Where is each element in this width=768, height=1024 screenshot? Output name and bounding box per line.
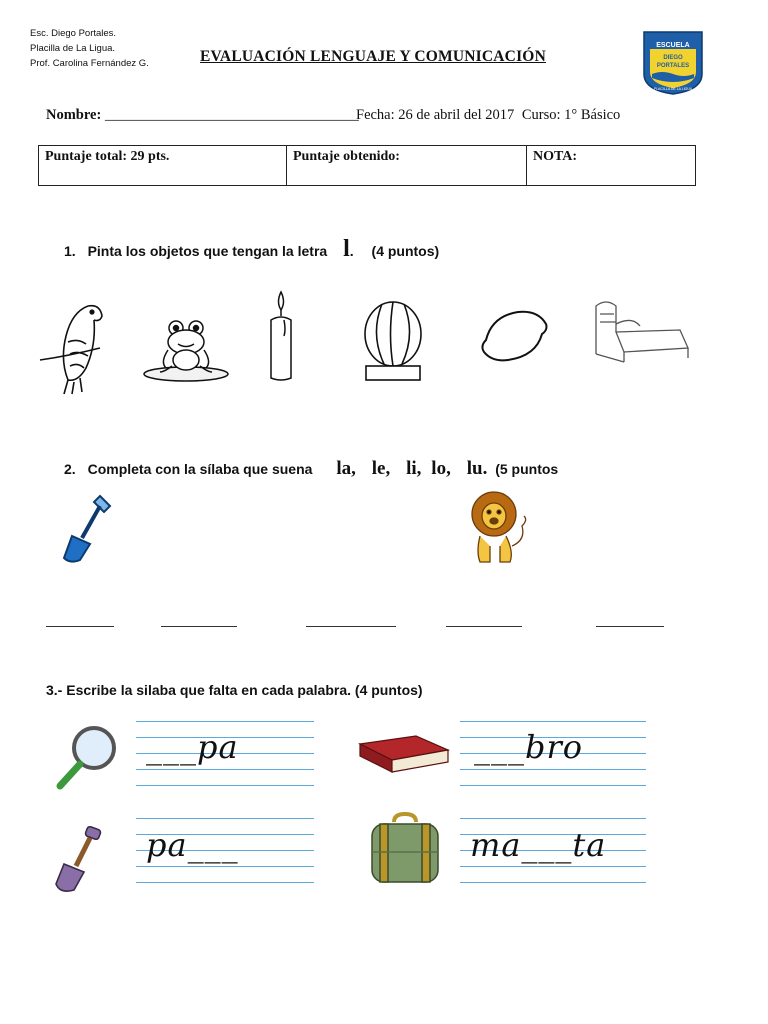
parrot-image[interactable]: [38, 298, 108, 396]
q2-blank-3[interactable]: [306, 626, 396, 627]
q1-number: 1.: [64, 243, 76, 259]
q2-syllable-li: li,: [406, 458, 422, 479]
q2-points: (5 puntos: [495, 461, 559, 477]
book-image[interactable]: [356, 732, 452, 776]
name-label: Nombre:: [46, 107, 102, 123]
word-3-text[interactable]: pa___: [146, 826, 239, 864]
question-1: [64, 236, 439, 263]
school-name: Esc. Diego Portales.: [30, 28, 117, 39]
grade-cell[interactable]: NOTA:: [527, 146, 696, 186]
ball-image[interactable]: [360, 298, 426, 384]
q2-syllable-lo: lo,: [431, 458, 451, 479]
course-text: Curso: 1° Básico: [521, 107, 621, 123]
date-course-row: [356, 107, 620, 124]
q2-text: Completa con la sílaba que suena: [87, 461, 313, 477]
logo-mid-text-1: DIEGO: [663, 55, 683, 61]
q2-blank-4[interactable]: [446, 626, 522, 627]
word-4-text[interactable]: ma___ta: [470, 826, 607, 864]
q1-text: Pinta los objetos que tengan la letra: [87, 243, 328, 259]
name-row: [46, 107, 359, 124]
question-2: [64, 458, 558, 480]
q1-dot: .: [349, 243, 354, 259]
scores-table: [38, 145, 696, 186]
school-city: Placilla de La Ligua.: [30, 43, 116, 54]
suitcase-image[interactable]: [366, 812, 444, 888]
teacher-name: Prof. Carolina Fernández G.: [30, 58, 149, 69]
page-title: EVALUACIÓN LENGUAJE Y COMUNICACIÓN: [200, 48, 546, 65]
question-3: 3.- Escribe la silaba que falta en cada palabra. (4 puntos): [46, 682, 423, 698]
school-logo: [640, 28, 706, 96]
shovel-purple-image[interactable]: [52, 826, 108, 896]
q2-blank-2[interactable]: [161, 626, 237, 627]
obtained-score-cell[interactable]: Puntaje obtenido:: [287, 146, 527, 186]
lemon-image[interactable]: [478, 306, 550, 366]
logo-bottom-text: PLACILLA DE LA LIGUA: [653, 87, 693, 91]
lion-image[interactable]: [466, 490, 530, 568]
shovel-image[interactable]: [60, 492, 116, 566]
q1-points: (4 puntos): [371, 243, 440, 259]
q2-syllable-le: le,: [371, 458, 391, 479]
word-1-text[interactable]: ___pa: [146, 728, 239, 766]
q1-letter: l: [343, 236, 350, 262]
magnifier-image[interactable]: [52, 722, 120, 794]
q2-number: 2.: [64, 461, 76, 477]
candle-image[interactable]: [264, 290, 300, 382]
q2-dot: .: [482, 458, 488, 479]
logo-mid-text-2: PORTALES: [656, 63, 690, 69]
total-score-cell: Puntaje total: 29 pts.: [39, 146, 287, 186]
frog-image[interactable]: [142, 316, 230, 382]
logo-top-text: ESCUELA: [656, 42, 690, 49]
name-blank[interactable]: ___________________________________: [104, 107, 359, 123]
word-2-text[interactable]: ___bro: [474, 728, 584, 766]
q2-blank-5[interactable]: [596, 626, 664, 627]
date-text: Fecha: 26 de abril del 2017: [356, 107, 515, 123]
bed-image[interactable]: [588, 292, 692, 364]
q2-syllable-la: la,: [336, 458, 356, 479]
q2-blank-1[interactable]: [46, 626, 114, 627]
q2-syllable-lu: lu: [466, 458, 483, 479]
